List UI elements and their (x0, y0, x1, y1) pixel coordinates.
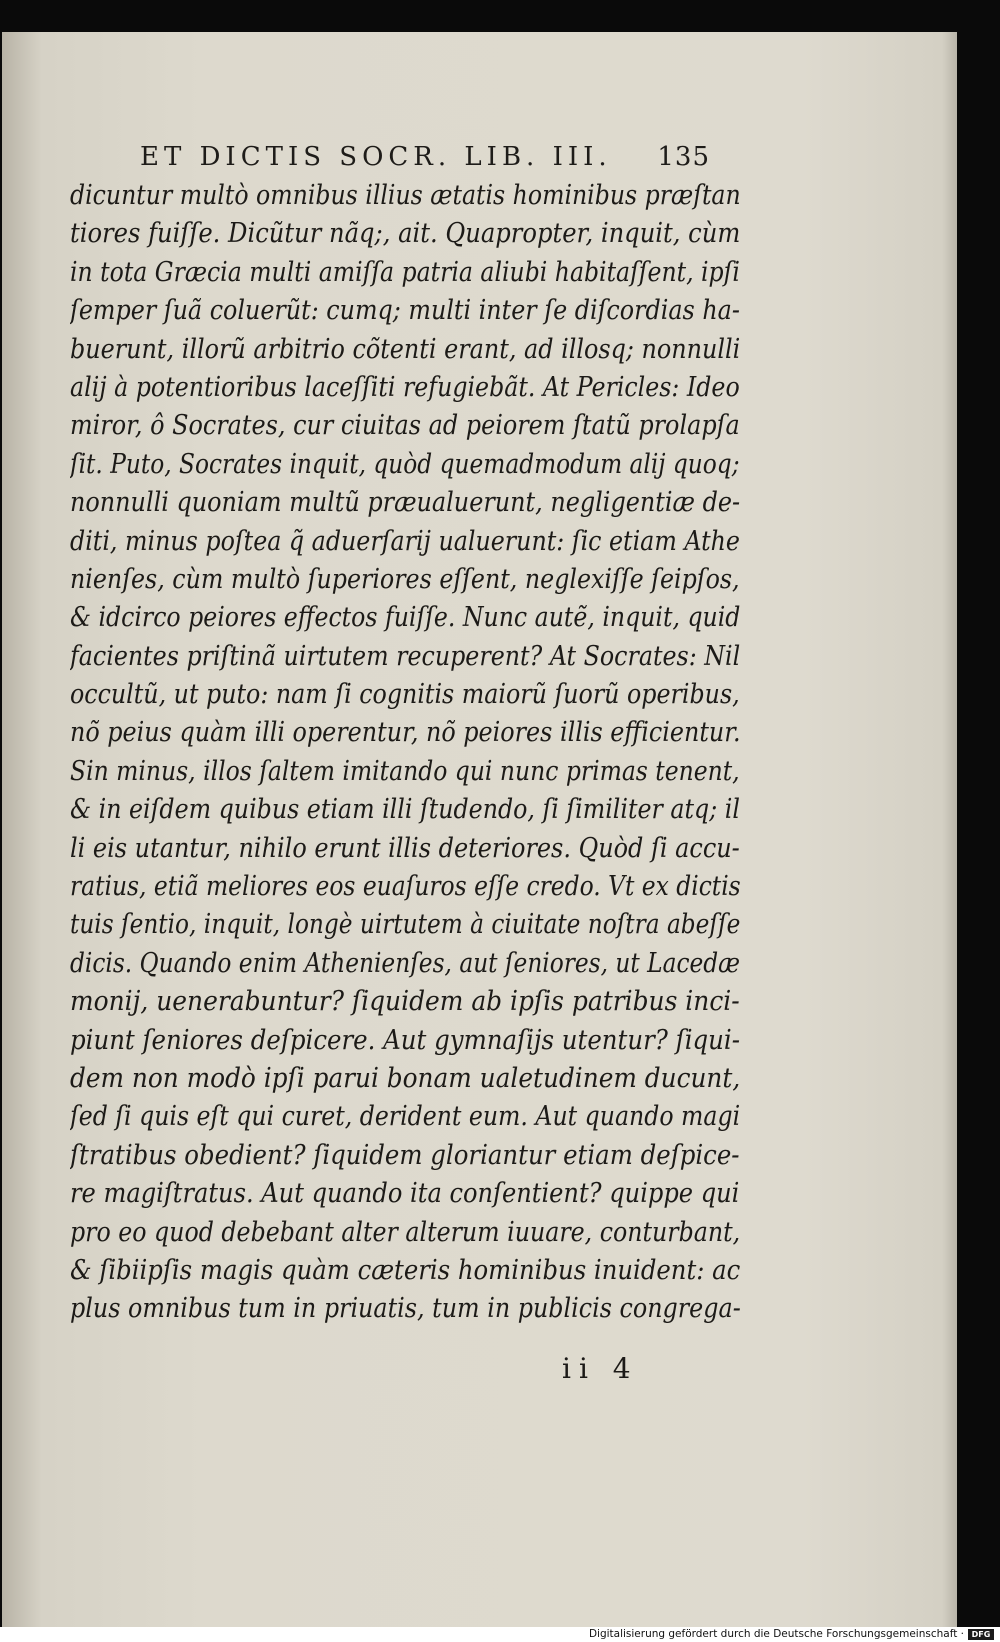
text-line: ſit. Puto, Socrates inquit, quòd quemadmodum alij quoq; (70, 448, 740, 480)
text-line: dicuntur multò omnibus illius ætatis hominibus præſtan (70, 180, 741, 211)
funding-credit: Digitalisierung gefördert durch die Deutsche Forschungsgemeinschaft · (588, 1628, 964, 1640)
dfg-logo: DFG (968, 1629, 994, 1640)
text-line: diti, minus poſtea q̃ aduerſarij ualuerunt: ſic etiam Athe (70, 525, 740, 557)
text-line: dem non modò ipſi parui bonam ualetudinem ducunt, (70, 1062, 741, 1094)
text-line: in tota Græcia multi amiſſa patria aliubi habitaſſent, ipſi (70, 256, 740, 288)
text-line: alij à potentioribus laceſſiti refugiebãt. At Pericles: Ideo (70, 371, 740, 403)
text-line: occultũ, ut puto: nam ſi cognitis maiorũ ſuorũ operibus, (70, 679, 740, 711)
text-line: & in eiſdem quibus etiam illi ſtudendo, ſi ſimiliter atq; il (70, 794, 740, 826)
text-line: piunt ſeniores deſpicere. Aut gymnaſijs utentur? ſiqui- (70, 1024, 740, 1056)
text-line: Sin minus, illos ſaltem imitando qui nunc primas tenent, (70, 755, 740, 787)
running-header (140, 142, 710, 176)
book-page (2, 32, 957, 1627)
text-line: ſemper ſuã coluerũt: cumq; multi inter ſe diſcordias ha- (70, 295, 740, 327)
text-line: facientes priſtinã uirtutem recuperent? At Socrates: Nil (70, 640, 740, 672)
text-line: nõ peius quàm illi operentur, nõ peiores illis efficientur. (70, 717, 741, 749)
signature-mark: ii 4 (562, 1352, 639, 1385)
text-line: pro eo quod debebant alter alterum iuuare, conturbant, (70, 1216, 741, 1248)
digitization-footer (0, 1627, 1000, 1642)
text-line: re magiſtratus. Aut quando ita conſentient? quippe qui (70, 1178, 740, 1210)
text-line: nienſes, cùm multò ſuperiores eſſent, neglexiſſe ſeipſos, (70, 563, 740, 595)
page-number: 135 (657, 142, 710, 172)
text-line: dicis. Quando enim Athenienſes, aut ſeniores, ut Lacedæ (70, 947, 740, 979)
text-line: & idcirco peiores effectos fuiſſe. Nunc autẽ, inquit, quid (70, 602, 741, 634)
text-line: miror, ô Socrates, cur ciuitas ad peiorem ſtatũ prolapſa (70, 410, 740, 442)
text-line: ratius, etiã meliores eos euaſuros eſſe credo. Vt ex dictis (70, 871, 741, 903)
text-line: tuis ſentio, inquit, longè uirtutem à ciuitate noſtra abeſſe (70, 909, 740, 941)
text-line: ſed ſi quis eſt qui curet, derident eum. Aut quando magi (70, 1101, 741, 1133)
text-line: li eis utantur, nihilo erunt illis deteriores. Quòd ſi accu- (70, 832, 740, 864)
text-line: nonnulli quoniam multũ præualuerunt, negligentiæ de- (70, 487, 740, 519)
running-title: ET DICTIS SOCR. LIB. III. (140, 142, 612, 172)
text-line: ſtratibus obedient? ſiquidem gloriantur etiam deſpice- (70, 1139, 740, 1171)
text-line: & ſibiipſis magis quàm cæteris hominibus inuident: ac (70, 1254, 741, 1286)
body-text (70, 177, 740, 1329)
text-line: monij, uenerabuntur? ſiquidem ab ipſis patribus inci- (70, 986, 740, 1018)
text-line: tiores fuiſſe. Dicũtur nãq;, ait. Quapropter, inquit, cùm (70, 218, 741, 250)
text-line: plus omnibus tum in priuatis, tum in publicis congrega- (70, 1293, 741, 1325)
text-line: buerunt, illorũ arbitrio cõtenti erant, ad illosq; nonnulli (70, 333, 741, 365)
